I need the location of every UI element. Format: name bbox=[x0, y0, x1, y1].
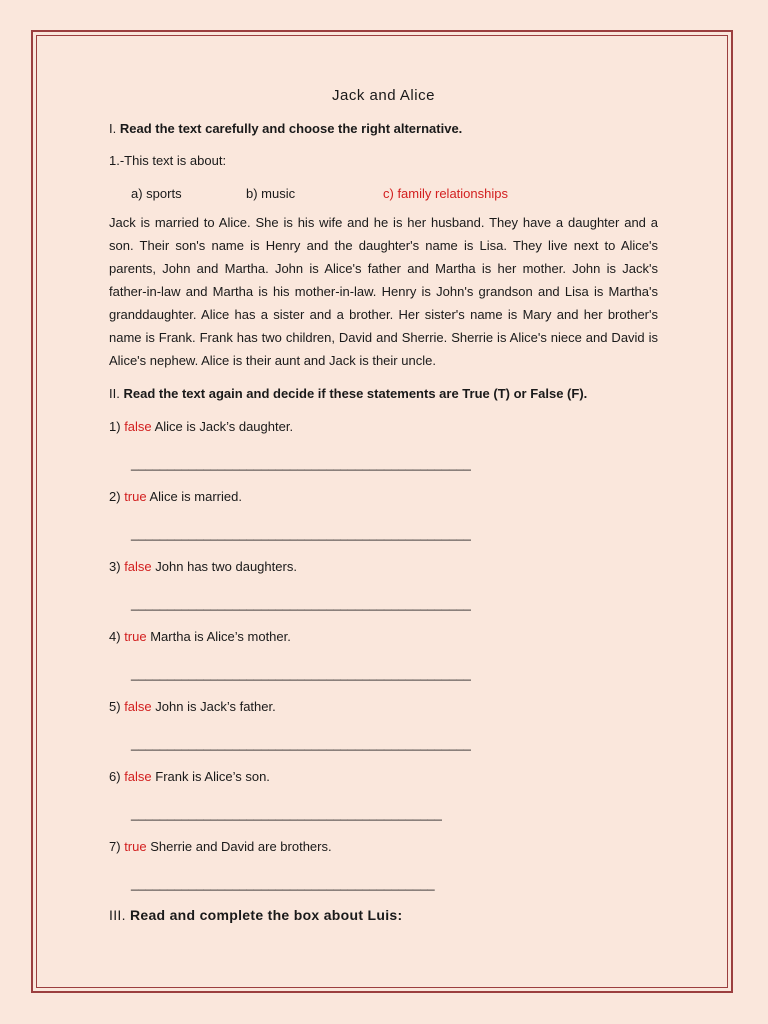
worksheet bbox=[109, 86, 658, 923]
section-number: III. bbox=[109, 907, 126, 923]
statement-line bbox=[109, 419, 658, 435]
statement-text: Martha is Alice’s mother. bbox=[150, 629, 291, 644]
question-1: 1.-This text is about: bbox=[109, 153, 227, 168]
statement-line bbox=[109, 839, 658, 855]
statement-answer: false bbox=[124, 419, 152, 434]
statement-answer: false bbox=[124, 559, 152, 574]
answer-blank-line: _______________________________________________ bbox=[131, 736, 471, 751]
statement-line bbox=[109, 699, 658, 715]
statement-number: 4) bbox=[109, 629, 121, 644]
statement-text: John is Jack’s father. bbox=[155, 699, 276, 714]
option-a: a) sports bbox=[131, 186, 182, 201]
answer-blank-line: _______________________________________________ bbox=[131, 456, 471, 471]
statement-item bbox=[109, 489, 658, 542]
instruction-text: Read and complete the box about Luis: bbox=[129, 907, 403, 923]
statement-number: 5) bbox=[109, 699, 121, 714]
statement-answer: true bbox=[124, 489, 147, 504]
statement-line bbox=[109, 559, 658, 575]
statement-answer: true bbox=[124, 629, 147, 644]
statement-answer: false bbox=[124, 699, 152, 714]
page-title: Jack and Alice bbox=[332, 87, 435, 104]
section-3-instruction bbox=[109, 907, 658, 923]
statement-number: 3) bbox=[109, 559, 121, 574]
answer-blank-line: _______________________________________________ bbox=[131, 596, 471, 611]
answer-blank-line: _______________________________________________ bbox=[131, 526, 471, 541]
statement-number: 6) bbox=[109, 769, 121, 784]
statement-list bbox=[109, 419, 658, 892]
statement-line bbox=[109, 489, 658, 505]
statement-number: 2) bbox=[109, 489, 121, 504]
statement-item bbox=[109, 699, 658, 752]
statement-item bbox=[109, 419, 658, 472]
section-2-instruction bbox=[109, 386, 658, 402]
instruction-text: Read the text carefully and choose the right alternative. bbox=[119, 121, 463, 136]
statement-item bbox=[109, 769, 658, 822]
statement-text: Alice is Jack’s daughter. bbox=[154, 419, 294, 434]
statement-item bbox=[109, 629, 658, 682]
answer-blank-line: ___________________________________________ bbox=[131, 806, 442, 821]
statement-text: John has two daughters. bbox=[155, 559, 297, 574]
statement-answer: false bbox=[124, 769, 152, 784]
answer-blank-line: __________________________________________ bbox=[131, 876, 435, 891]
reading-passage: Jack is married to Alice. She is his wife and he is her husband. They have a daughter and a son. Their son's name is Henry and the daughter's name is Lisa. They live next to Alice's parents, John and Martha. John is Alice's father and Martha is her mother. John is Jack's father-in-law and Martha is his mother-in-law. Henry is John's grandson and Lisa is Martha's granddaughter. Alice has a sister and a brother. Her sister's name is Mary and her brother's name is Frank. Frank has two children, David and Sherrie. Sherrie is Alice's niece and David is Alice's nephew. Alice is their aunt and Jack is their uncle. bbox=[109, 215, 658, 368]
statement-line bbox=[109, 629, 658, 645]
section-number: II. bbox=[109, 386, 120, 401]
statement-text: Sherrie and David are brothers. bbox=[150, 839, 332, 854]
instruction-text: Read the text again and decide if these statements are True (T) or False (F). bbox=[123, 386, 588, 401]
statement-number: 7) bbox=[109, 839, 121, 854]
statement-item bbox=[109, 839, 658, 892]
statement-line bbox=[109, 769, 658, 785]
statement-text: Frank is Alice’s son. bbox=[155, 769, 270, 784]
statement-text: Alice is married. bbox=[149, 489, 242, 504]
section-number: I. bbox=[109, 121, 117, 136]
answer-options bbox=[109, 186, 658, 202]
statement-number: 1) bbox=[109, 419, 121, 434]
option-b: b) music bbox=[246, 186, 296, 201]
option-c-selected: c) family relationships bbox=[383, 186, 508, 201]
answer-blank-line: _______________________________________________ bbox=[131, 666, 471, 681]
statement-answer: true bbox=[124, 839, 147, 854]
section-1-instruction bbox=[109, 121, 658, 137]
statement-item bbox=[109, 559, 658, 612]
